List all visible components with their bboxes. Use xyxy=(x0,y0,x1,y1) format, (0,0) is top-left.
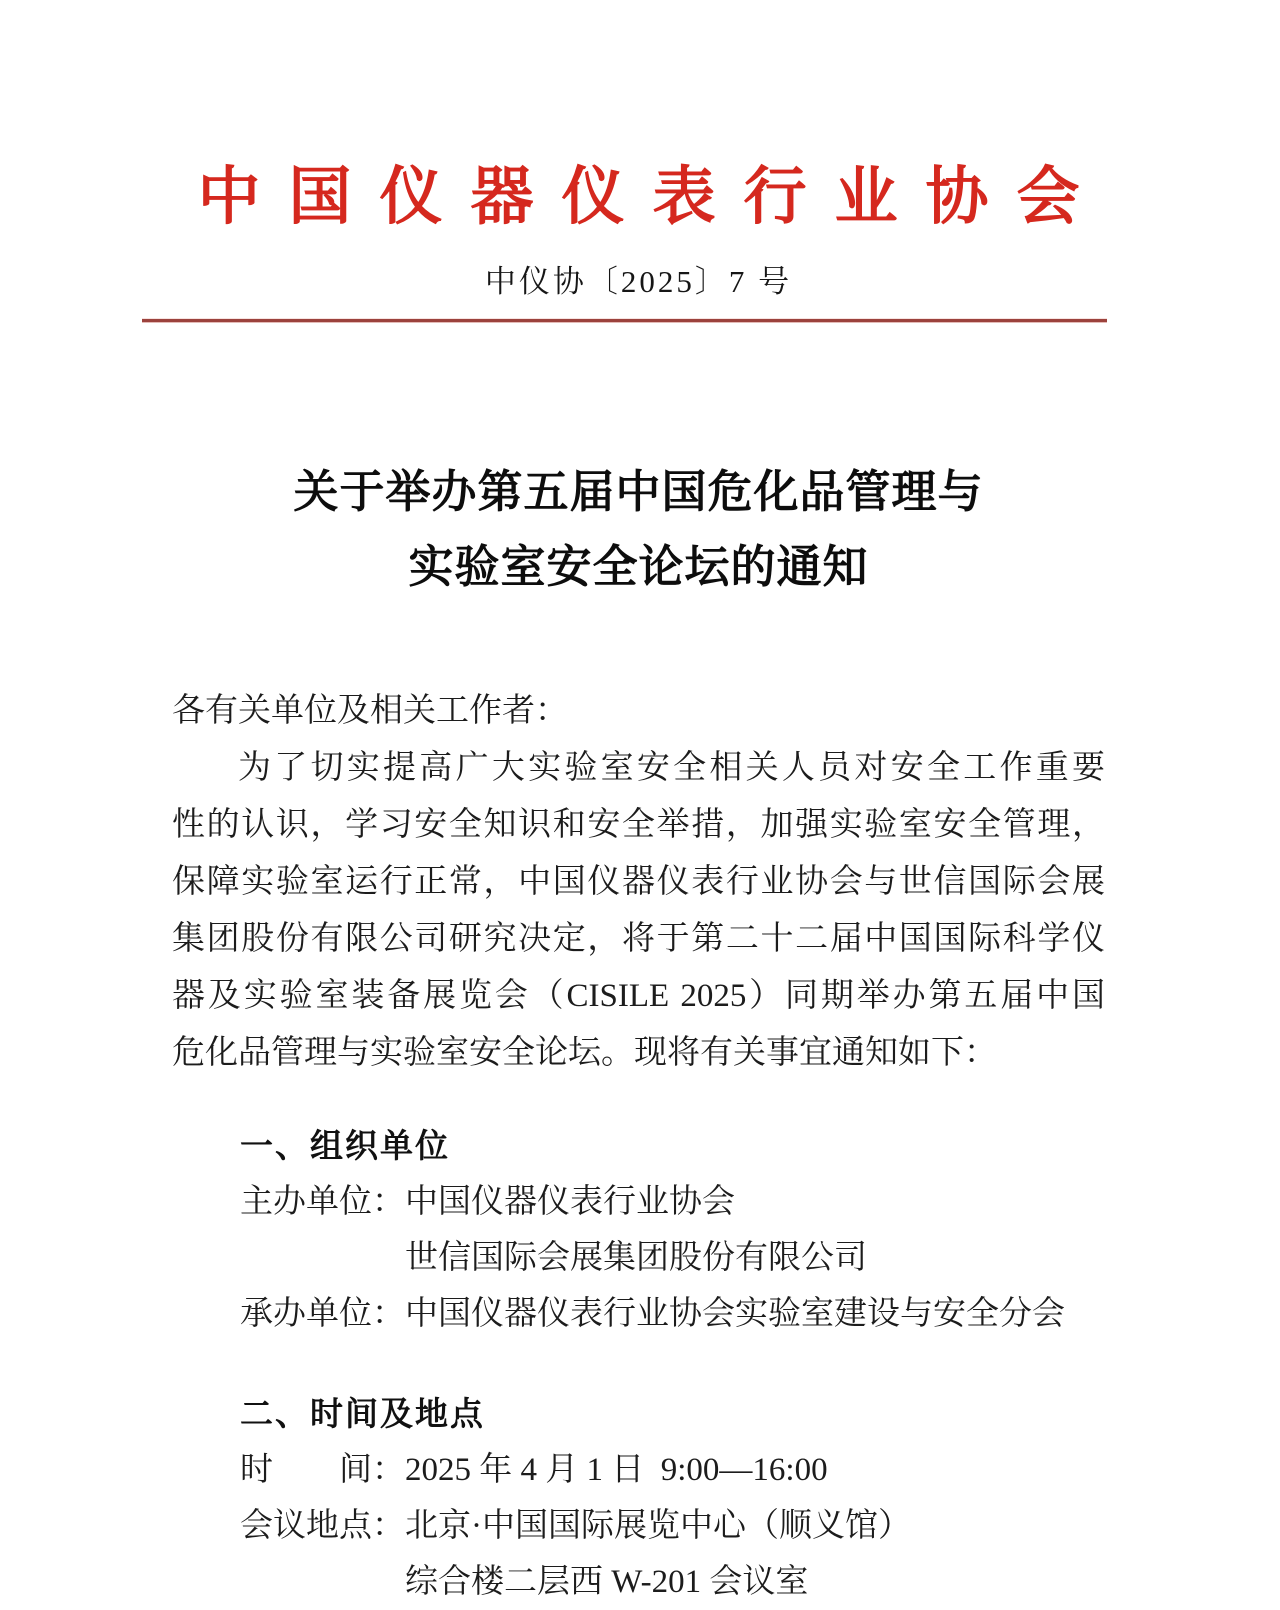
paragraph-line: 保障实验室运行正常，中国仪器仪表行业协会与世信国际会展 xyxy=(172,864,1105,900)
salutation-line: 各有关单位及相关工作者： xyxy=(172,693,568,729)
meeting-place-line: 会议地点：北京·中国国际展览中心（顺义馆） xyxy=(240,1508,911,1544)
paragraph-line: 危化品管理与实验室安全论坛。现将有关事宜通知如下： xyxy=(172,1035,997,1071)
notice-body xyxy=(172,683,1105,1610)
doc-number: 中仪协〔2025〕7 号 xyxy=(484,264,793,299)
paragraph-line: 为了切实提高广大实验室安全相关人员对安全工作重要 xyxy=(238,750,1105,786)
organizer-host-line-continued: 世信国际会展集团股份有限公司 xyxy=(405,1240,867,1276)
organizer-host-line: 主办单位：中国仪器仪表行业协会 xyxy=(240,1184,735,1220)
section-heading-time-place: 二、时间及地点 xyxy=(240,1395,485,1432)
notice-title xyxy=(172,455,1105,605)
organizer-undertaker-line: 承办单位：中国仪器仪表行业协会实验室建设与安全分会 xyxy=(240,1296,1065,1332)
section-heading-organizers: 一、组织单位 xyxy=(240,1127,450,1164)
paragraph-line: 集团股份有限公司研究决定，将于第二十二届中国国际科学仪 xyxy=(172,921,1105,957)
meeting-room-line: 综合楼二层西 W-201 会议室 xyxy=(405,1564,809,1600)
section-time-place xyxy=(172,1386,1105,1610)
letterhead-divider-rule xyxy=(142,319,1107,322)
meeting-time-line: 时 间：2025 年 4 月 1 日 9:00—16:00 xyxy=(240,1452,828,1488)
letterhead-org-name: 中国仪器仪表行业协会 xyxy=(197,162,1108,232)
notice-title-line1: 关于举办第五届中国危化品管理与 xyxy=(293,467,984,517)
section-organizers xyxy=(172,1118,1105,1342)
intro-paragraph xyxy=(172,740,1105,1082)
paragraph-line: 性的认识，学习安全知识和安全举措，加强实验室安全管理， xyxy=(172,807,1105,843)
notice-title-line2: 实验室安全论坛的通知 xyxy=(408,542,869,592)
paragraph-line: 器及实验室装备展览会（CISILE 2025）同期举办第五届中国 xyxy=(172,978,1105,1014)
